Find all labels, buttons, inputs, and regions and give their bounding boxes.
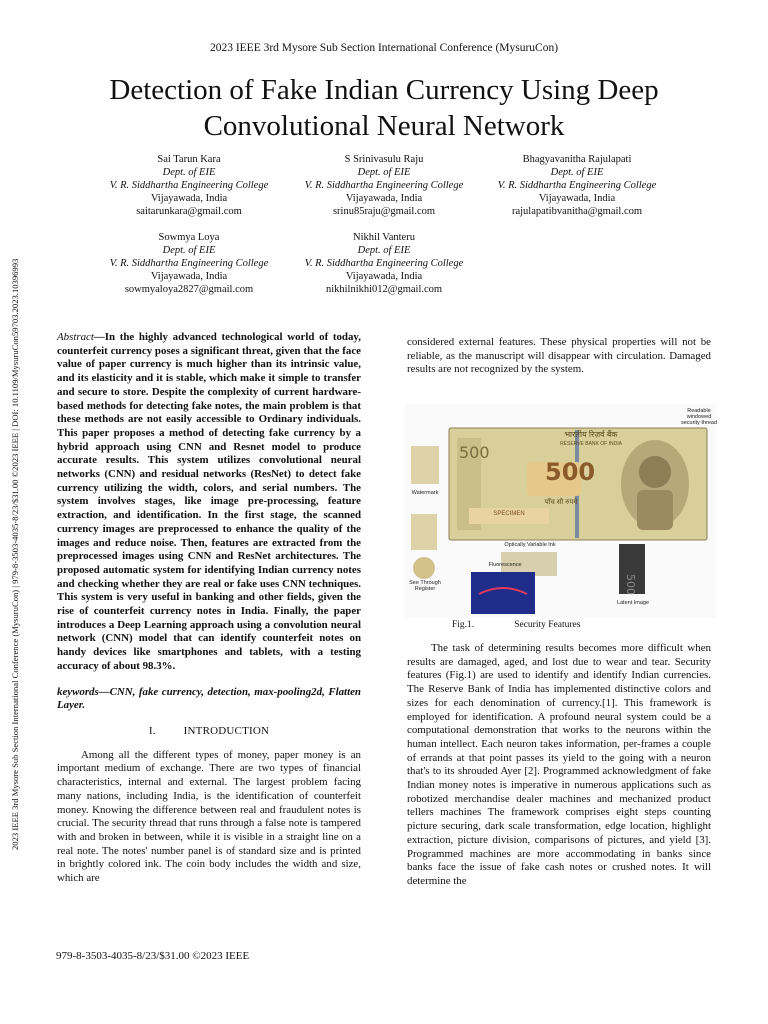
label-latent-image: Latent Image — [616, 600, 650, 606]
author-block — [279, 232, 489, 297]
right-paragraph-1: considered external features. These physical properties will not be reliable, as the manuscript will disappear with circulation. Damaged results are not recognized by the system. — [407, 336, 711, 376]
author-dept: Dept. of EIE — [162, 166, 216, 178]
author-dept: Dept. of EIE — [357, 166, 411, 178]
section-title: INTRODUCTION — [183, 724, 270, 737]
section-number: I. — [148, 724, 156, 737]
svg-text:500: 500 — [624, 574, 637, 595]
author-college: V. R. Siddhartha Engineering College — [497, 179, 657, 191]
author-block — [472, 154, 682, 219]
abstract — [57, 331, 361, 674]
section-heading — [57, 725, 361, 739]
author-college: V. R. Siddhartha Engineering College — [109, 257, 269, 269]
label-watermark: Watermark — [411, 490, 439, 496]
figure-caption — [452, 620, 580, 630]
author-name: Bhagyavanitha Rajulapati — [522, 154, 632, 165]
author-city: Vijayawada, India — [538, 192, 616, 204]
author-dept: Dept. of EIE — [162, 244, 216, 256]
author-college: V. R. Siddhartha Engineering College — [109, 179, 269, 191]
author-college: V. R. Siddhartha Engineering College — [304, 257, 464, 269]
label-bank-english: RESERVE BANK OF INDIA — [560, 441, 622, 447]
side-doi-text: 2023 IEEE 3rd Mysore Sub Section International Conference (MysuruCon) | 979-8-3503-4035-8/23/$31.00 ©2023 IEEE | DOI: 10.1109/MysuruCon59703.2023.10396993 — [10, 258, 20, 850]
author-name: Sai Tarun Kara — [157, 154, 221, 165]
abstract-text: —In the highly advanced technological world of today, counterfeit currency poses a significant threat, given that the face value of paper currency is much higher than its intrinsic value, and its elasticity and it is stable, which make it simple to transfer and secure to store. Despite the complexity of current hardware-based methods for detecting fake notes, the main problem is that these methods are not easily accessible to Ordinary individuals. This paper proposes a method of detecting fake currency by a hybrid approach using CNN and Resnet model to produce accurate results. This system utilizes convolutional neural networks (CNN) and residual networks (ResNet) to detect fake currency utilizing the width, colors, and serial numbers. The system involves stages, like image pre-processing, feature extraction, and identification. In the first stage, the scanned currency images are preprocessed to enhance the quality of the images and reduce noise. Then, features are extracted from the preprocessed images using CNN and ResNet architectures. The proposed automatic system for identifying Indian currency notes and checking whether they are real or fake uses CNN techniques. This system is very useful in banking and other fields, given the rise of counterfeit currency notes in India. Finally, the paper introduces a Deep Learning approach using a convolution neural network (CNN) model that can identify counterfeit notes on handy devices like smartphones and tablets, with a testing accuracy of about 98.3%. — [57, 331, 361, 672]
label-security-thread: Readable windowed security thread — [680, 408, 718, 426]
author-dept: Dept. of EIE — [357, 244, 411, 256]
author-email[interactable]: nikhilnikhi012@gmail.com — [325, 283, 443, 295]
author-block — [84, 232, 294, 297]
author-email[interactable]: sowmyaloya2827@gmail.com — [124, 283, 254, 295]
paper-title: Detection of Fake Indian Currency Using Deep Convolutional Neural Network — [109, 74, 659, 142]
author-city: Vijayawada, India — [150, 192, 228, 204]
right-paragraph-2: The task of determining results becomes more difficult when results are damaged, aged, and lost due to wear and tear. Security features (Fig.1) are used to identify and identify Indian currencies. The Reserve Bank of India has implemented distinctive colors and sizes for each denomination of currency.[1]. This framework is employed for identification. A profound neural system could be a computational demonstration that works to the neurons within the human intellect. Each neuron takes information, per-frames a couple of errands at that point passes its yield to the going with a neuron that's to its shrouded Ayer [2]. Programmed acknowledgment of fake Indian money notes is imperative in numerous applications such as robotized merchandise dealer machines and mechanized product tellers machines The framework comprises eight steps counting picture securing, dark scale transformation, edge location, highlight extraction, picture division, comparisons of pictures, and yield [3]. Programmed machines are more accommodating in banks since banks face the issue of fake cash notes or crushed notes. It will determine the — [407, 642, 711, 887]
abstract-label: Abstract — [57, 331, 94, 343]
author-email[interactable]: srinu85raju@gmail.com — [332, 205, 436, 217]
right-column-bottom — [407, 642, 711, 889]
author-name: Sowmya Loya — [158, 232, 220, 243]
copyright-footer: 979-8-3503-4035-8/23/$31.00 ©2023 IEEE — [56, 950, 250, 962]
left-column — [57, 331, 361, 886]
keywords: keywords—CNN, fake currency, detection, max-pooling2d, Flatten Layer. — [57, 685, 361, 712]
author-dept: Dept. of EIE — [550, 166, 604, 178]
label-optically-variable-ink: Optically Variable Ink — [504, 542, 556, 548]
label-bank-hindi: भारतीय रिज़र्व बैंक — [564, 430, 618, 439]
label-see-through-register: See Through Register — [409, 580, 441, 592]
author-city: Vijayawada, India — [150, 270, 228, 282]
figure-security-features — [405, 404, 717, 618]
intro-paragraph: Among all the different types of money, paper money is an important medium of exchange. There are two types of financial characteristics, internal and external. The largest problem facing many nations, including India, is the identification of counterfeit money. Knowing the difference between real and fraudulent notes is crucial. The security thread that runs through a false note is tampered with and broken in between, while it is visible in a straight line on a real note. The notes' number panel is of standard size and is printed in brightly colored ink. The coin body includes the width and size, which are — [57, 748, 361, 885]
author-college: V. R. Siddhartha Engineering College — [304, 179, 464, 191]
label-specimen: SPECIMEN — [493, 511, 525, 517]
author-email[interactable]: saitarunkara@gmail.com — [136, 205, 242, 217]
caption-text: Security Features — [514, 620, 581, 630]
author-name: S Srinivasulu Raju — [344, 154, 424, 165]
author-city: Vijayawada, India — [345, 270, 423, 282]
author-city: Vijayawada, India — [345, 192, 423, 204]
author-name: Nikhil Vanteru — [353, 232, 415, 243]
right-column-top — [407, 336, 711, 377]
caption-label: Fig.1. — [452, 620, 475, 630]
author-block — [84, 154, 294, 219]
denomination-500: 500 — [545, 458, 596, 486]
author-block — [279, 154, 489, 219]
side-doi-strip — [10, 180, 26, 850]
label-hindi-denomination: पाँच सौ रुपये — [544, 499, 578, 506]
svg-text:500: 500 — [459, 443, 490, 462]
label-fluorescence: Fluorescence — [488, 562, 522, 568]
author-email[interactable]: rajulapatibvanitha@gmail.com — [511, 205, 643, 217]
conference-header: 2023 IEEE 3rd Mysore Sub Section International Conference (MysuruCon) — [209, 42, 559, 54]
